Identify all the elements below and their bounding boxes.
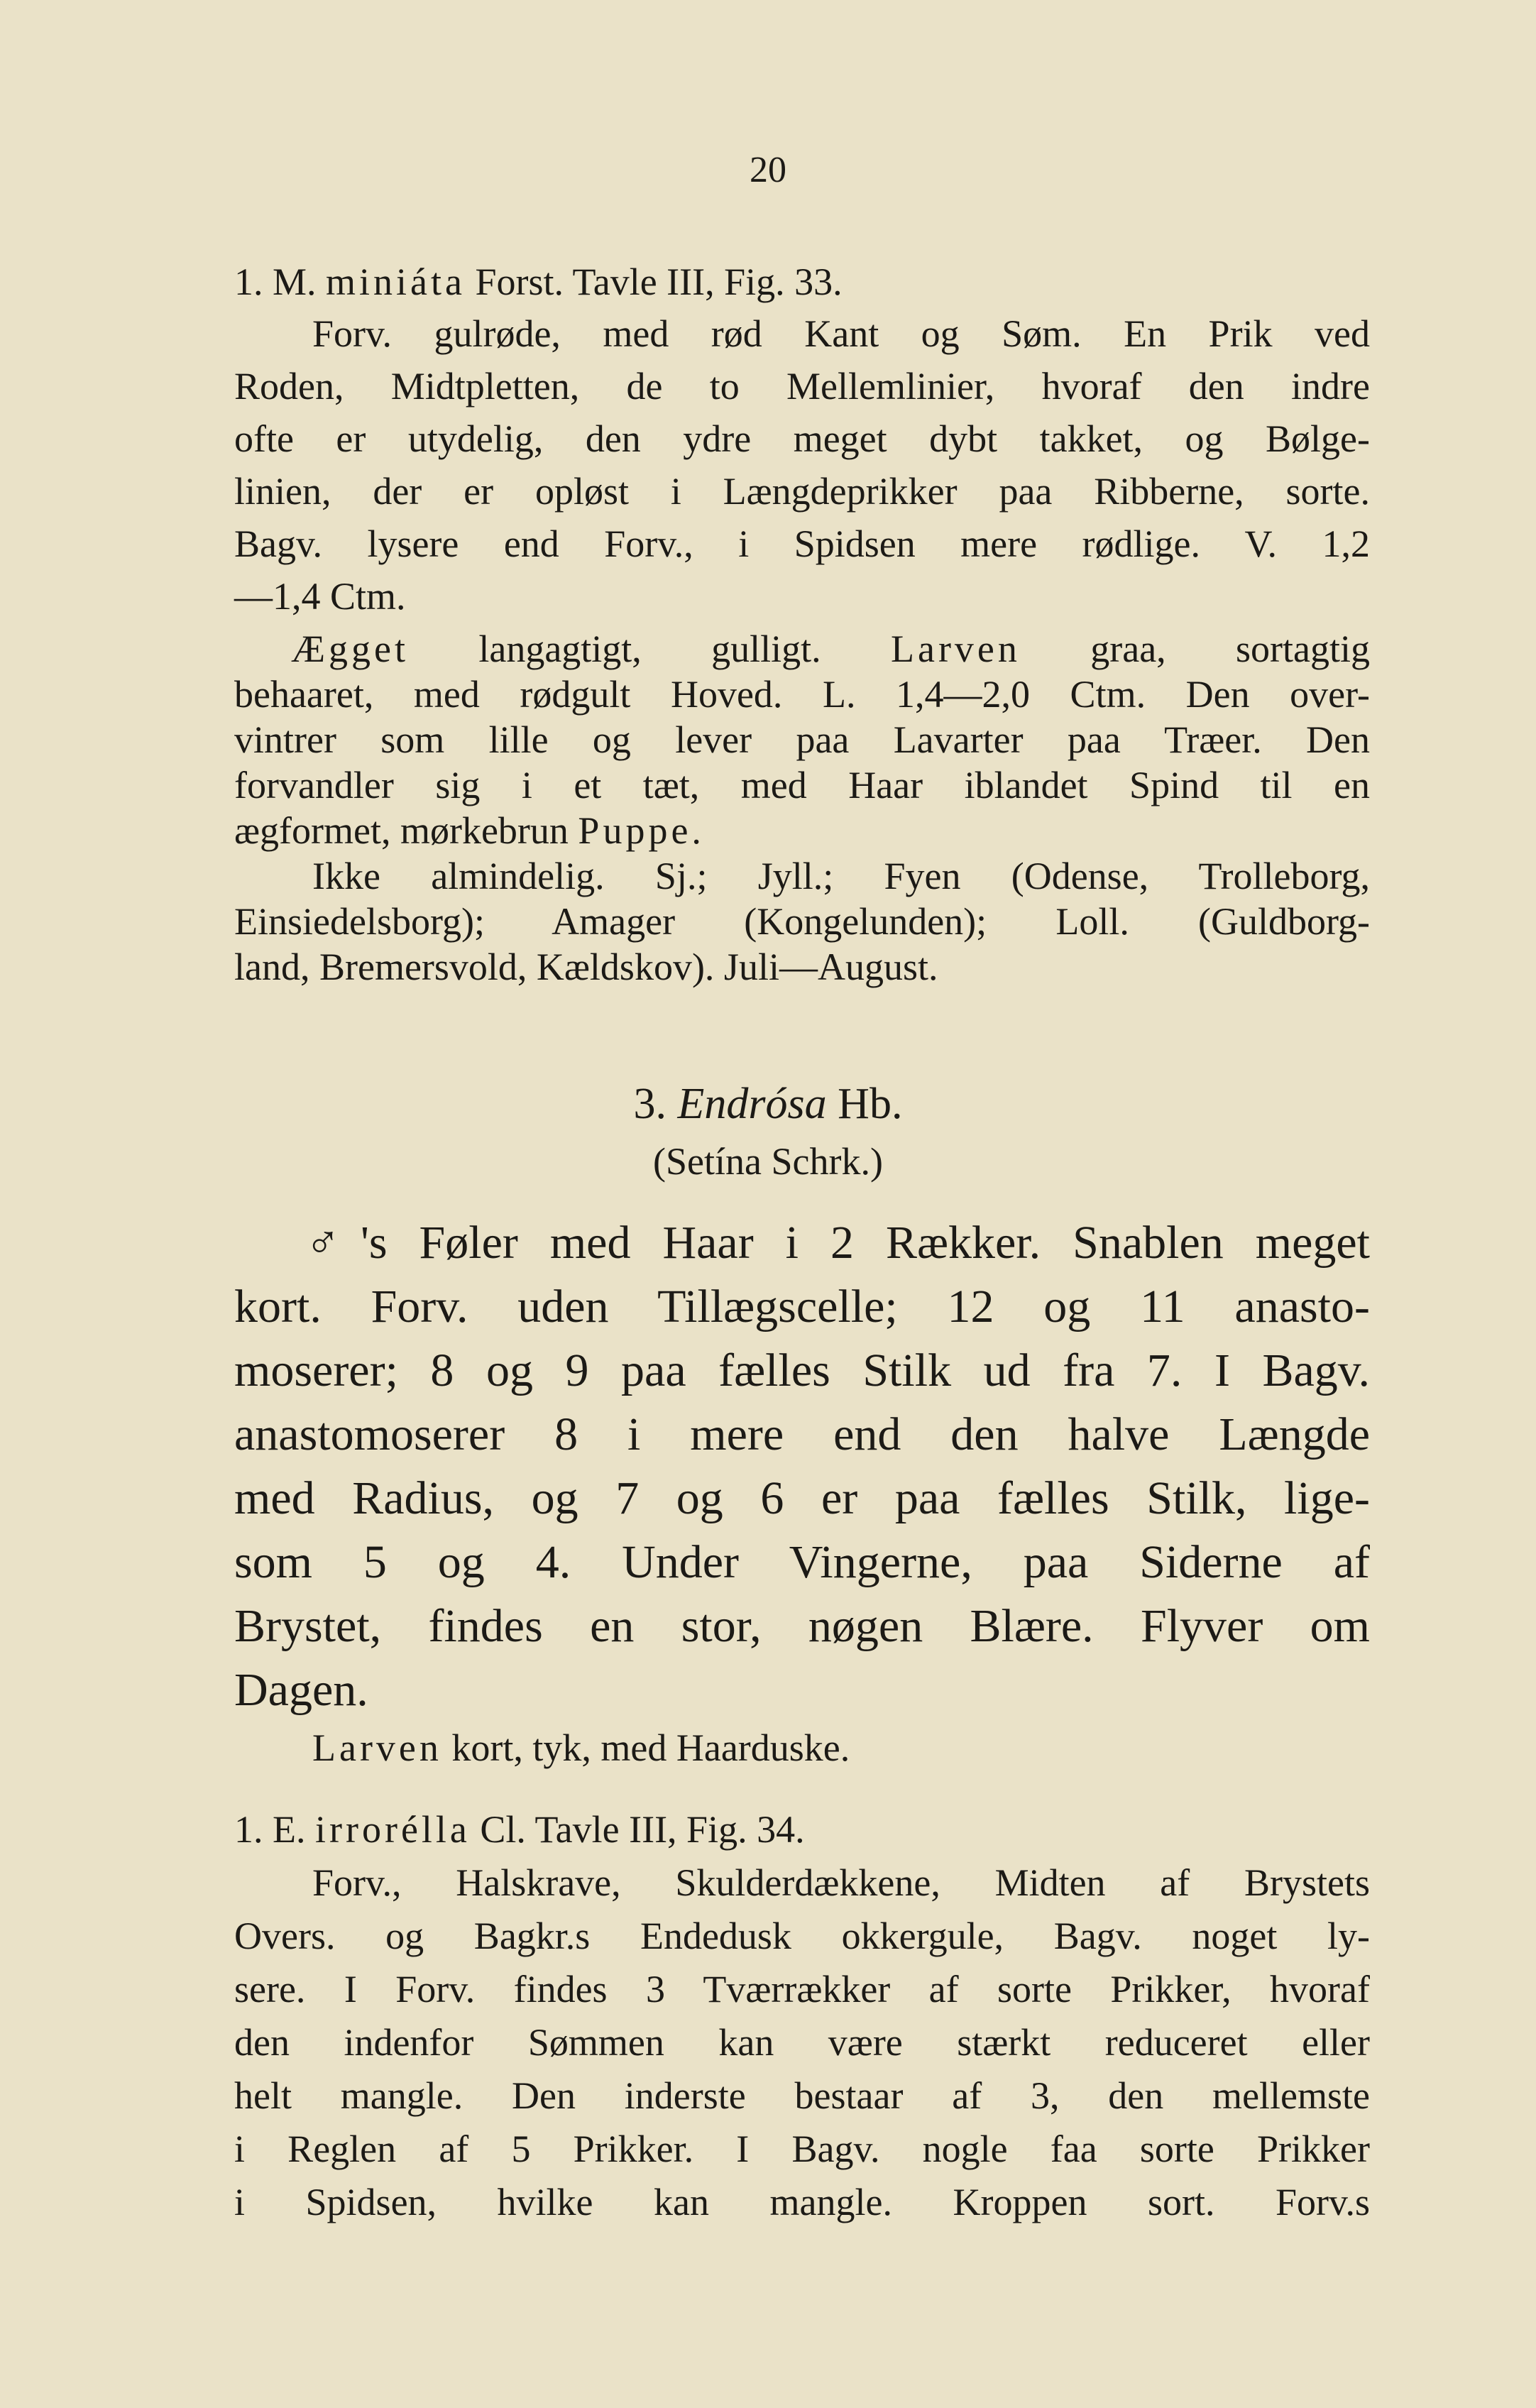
egg-term: Ægget bbox=[291, 628, 409, 670]
larva-description: kort, tyk, med Haarduske. bbox=[451, 1726, 850, 1769]
text-line: med Radius, og 7 og 6 er paa fælles Stilk, lige- bbox=[234, 1472, 1370, 1524]
text-line: Brystet, findes en stor, nøgen Blære. Flyver om bbox=[234, 1600, 1370, 1652]
genus-heading bbox=[0, 1079, 1536, 1129]
species-heading-miniata bbox=[234, 263, 1370, 301]
text-line: sere. I Forv. findes 3 Tværrækker af sorte Prikker, hvoraf bbox=[234, 1968, 1370, 2010]
text-line: —1,4 Ctm. bbox=[234, 575, 406, 618]
genus-author: Hb. bbox=[838, 1080, 903, 1128]
larva-term: Larven bbox=[891, 628, 1021, 670]
species-reference: Forst. Tavle III, Fig. 33. bbox=[475, 261, 843, 303]
pupa-term: Puppe. bbox=[578, 809, 705, 852]
egg-description: langagtigt, gulligt. bbox=[478, 628, 821, 670]
text-line: Overs. og Bagkr.s Endedusk okkergule, Bagv. noget ly- bbox=[234, 1915, 1370, 1957]
genus-larva-line bbox=[312, 1726, 1448, 1769]
text-line: Bagv. lysere end Forv., i Spidsen mere rødlige. V. 1,2 bbox=[234, 522, 1370, 565]
text-line: som 5 og 4. Under Vingerne, paa Siderne af bbox=[234, 1536, 1370, 1588]
genus-name: Endrósa bbox=[677, 1080, 827, 1128]
genus-number: 3. bbox=[633, 1080, 667, 1128]
text-line: kort. Forv. uden Tillægscelle; 12 og 11 anasto- bbox=[234, 1281, 1370, 1332]
egg-larva-line bbox=[291, 630, 1370, 668]
text-line: forvandler sig i et tæt, med Haar iblandet Spind til en bbox=[234, 764, 1370, 806]
text-line: anastomoserer 8 i mere end den halve Længde bbox=[234, 1408, 1370, 1460]
species-name: miniáta bbox=[326, 261, 466, 303]
text-line: vintrer som lille og lever paa Lavarter paa Træer. Den bbox=[234, 718, 1370, 761]
text-line: linien, der er opløst i Længdeprikker paa Ribberne, sorte. bbox=[234, 470, 1370, 513]
species-number: 1. M. bbox=[234, 261, 317, 303]
text-line: den indenfor Sømmen kan være stærkt reduceret eller bbox=[234, 2021, 1370, 2064]
larva-description: graa, sortagtig bbox=[1090, 628, 1370, 670]
text-line: Ikke almindelig. Sj.; Jyll.; Fyen (Odense, Trolleborg, bbox=[312, 855, 1370, 897]
genus-synonym: (Setína Schrk.) bbox=[653, 1140, 883, 1183]
text-line: helt mangle. Den inderste bestaar af 3, den mellemste bbox=[234, 2074, 1370, 2117]
larva-term: Larven bbox=[312, 1726, 442, 1769]
species-name: irrorélla bbox=[315, 1808, 471, 1851]
text-line: Roden, Midtpletten, de to Mellemlinier, hvoraf den indre bbox=[234, 365, 1370, 407]
species-reference: Cl. Tavle III, Fig. 34. bbox=[480, 1808, 805, 1851]
text-line: i Spidsen, hvilke kan mangle. Kroppen sort. Forv.s bbox=[234, 2181, 1370, 2223]
text-line: ♂'s Føler med Haar i 2 Rækker. Snablen meget bbox=[305, 1217, 1370, 1269]
pupa-prefix: ægformet, mørkebrun bbox=[234, 809, 569, 852]
text-line: moserer; 8 og 9 paa fælles Stilk ud fra 7. I Bagv. bbox=[234, 1345, 1370, 1396]
text-line: Forv., Halskrave, Skulderdækkene, Midten af Brystets bbox=[312, 1861, 1370, 1904]
pupa-line bbox=[234, 811, 1370, 850]
species-number: 1. E. bbox=[234, 1808, 306, 1851]
text-line: Forv. gulrøde, med rød Kant og Søm. En Prik ved bbox=[312, 312, 1370, 355]
text-line: ofte er utydelig, den ydre meget dybt takket, og Bølge- bbox=[234, 417, 1370, 460]
text-line: Dagen. bbox=[234, 1664, 368, 1716]
species-heading-irrorella bbox=[234, 1810, 1370, 1849]
page-number: 20 bbox=[750, 150, 786, 190]
text-line: behaaret, med rødgult Hoved. L. 1,4—2,0 Ctm. Den over- bbox=[234, 673, 1370, 716]
text-line: land, Bremersvold, Kældskov). Juli—August. bbox=[234, 946, 938, 988]
text-line: Einsiedelsborg); Amager (Kongelunden); Loll. (Guldborg- bbox=[234, 900, 1370, 943]
text-line: i Reglen af 5 Prikker. I Bagv. nogle faa sorte Prikker bbox=[234, 2128, 1370, 2170]
